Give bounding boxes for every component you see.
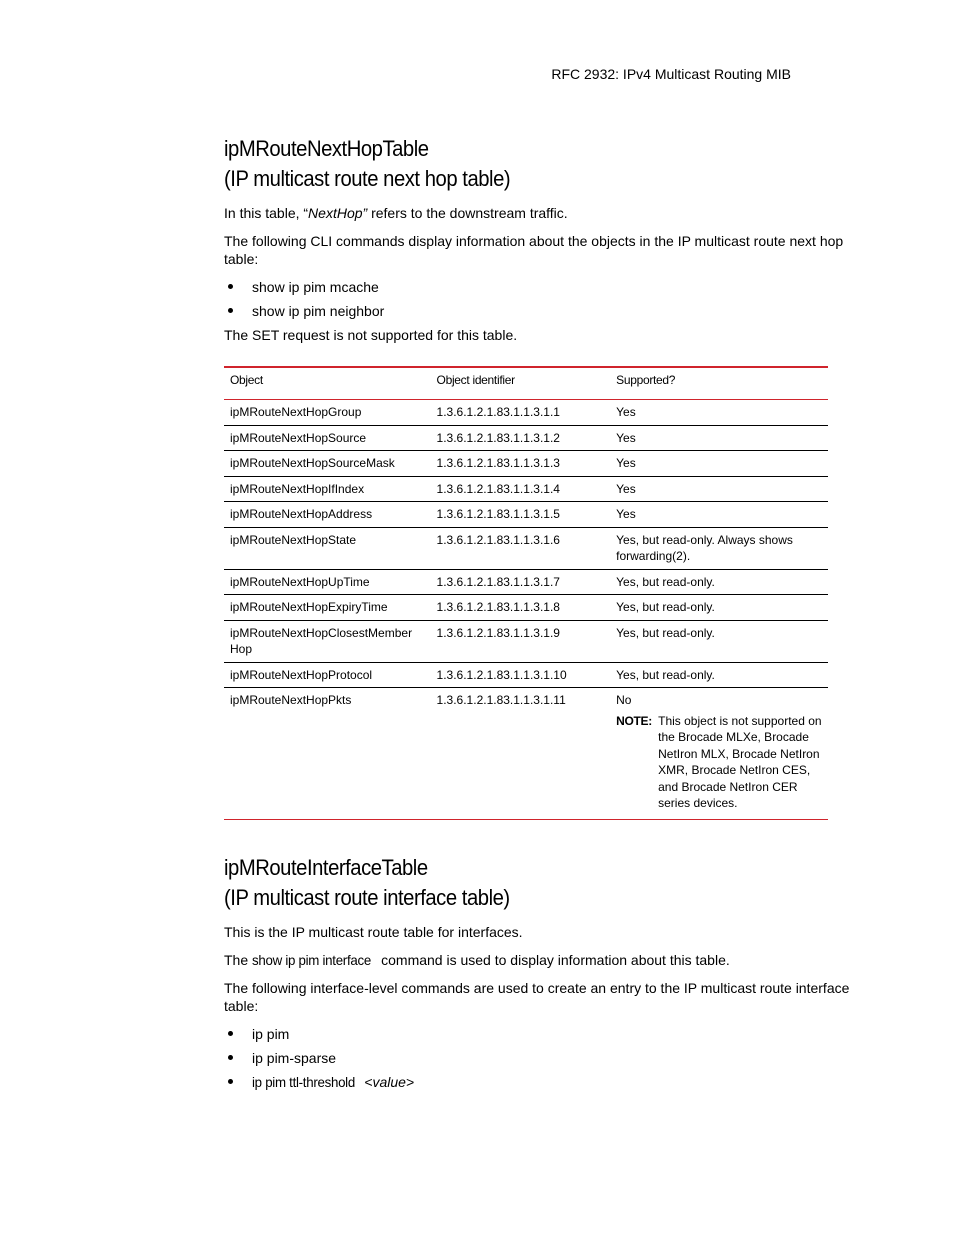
cell-object: ipMRouteNextHopAddress	[224, 502, 431, 528]
cell-oid: 1.3.6.1.2.1.83.1.1.3.1.9	[431, 620, 611, 662]
cell-object: ipMRouteNextHopUpTime	[224, 569, 431, 595]
intro-term: NextHop”	[308, 205, 368, 221]
note-label: NOTE:	[616, 713, 652, 728]
cell-oid: 1.3.6.1.2.1.83.1.1.3.1.3	[431, 451, 611, 477]
cell-supported: Yes	[610, 502, 828, 528]
table-row	[224, 476, 828, 502]
cell-supported	[610, 688, 828, 820]
cell-oid: 1.3.6.1.2.1.83.1.1.3.1.8	[431, 595, 611, 621]
table-row	[224, 425, 828, 451]
list-item: show ip pim neighbor	[224, 302, 854, 320]
cell-object: ipMRouteNextHopState	[224, 527, 431, 569]
title-line-2: (IP multicast route interface table)	[224, 885, 510, 910]
cell-supported: Yes, but read-only.	[610, 569, 828, 595]
command-argument: <value>	[360, 1074, 415, 1090]
cell-supported: Yes, but read-only.	[610, 620, 828, 662]
note-text: This object is not supported on the Brocade MLXe, Brocade NetIron MLX, Brocade NetIron XMR, Brocade NetIron CES, and Brocade NetIron CER series devices.	[658, 713, 822, 810]
note-block	[616, 713, 822, 812]
table-header-row	[224, 367, 828, 400]
cell-oid: 1.3.6.1.2.1.83.1.1.3.1.7	[431, 569, 611, 595]
cell-oid: 1.3.6.1.2.1.83.1.1.3.1.5	[431, 502, 611, 528]
para-prefix: The	[224, 952, 253, 968]
header-object: Object	[224, 367, 431, 400]
table-row	[224, 569, 828, 595]
interface-commands-paragraph: The following interface-level commands are used to create an entry to the IP multicast route interface table:	[224, 980, 850, 1014]
para-suffix: command is used to display information about this table.	[377, 952, 730, 968]
cell-object: ipMRouteNextHopProtocol	[224, 662, 431, 688]
list-item: ip pim-sparse	[224, 1049, 854, 1067]
title-line-1: ipMRouteInterfaceTable	[224, 855, 428, 880]
title-line-1: ipMRouteNextHopTable	[224, 136, 429, 161]
cell-object: ipMRouteNextHopIfIndex	[224, 476, 431, 502]
table-row	[224, 620, 828, 662]
set-note-paragraph: The SET request is not supported for this table.	[224, 327, 518, 343]
list-item	[224, 1073, 854, 1091]
cell-oid: 1.3.6.1.2.1.83.1.1.3.1.1	[431, 400, 611, 426]
table-row	[224, 595, 828, 621]
running-header: RFC 2932: IPv4 Multicast Routing MIB	[551, 66, 791, 82]
intro-prefix: In this table, “	[224, 205, 309, 221]
commands-paragraph: The following CLI commands display information about the objects in the IP multicast route next hop table:	[224, 233, 844, 267]
cell-object: ipMRouteNextHopGroup	[224, 400, 431, 426]
intro-paragraph	[224, 204, 854, 222]
section-title	[224, 134, 804, 194]
cell-oid: 1.3.6.1.2.1.83.1.1.3.1.6	[431, 527, 611, 569]
cell-object: ipMRouteNextHopSource	[224, 425, 431, 451]
section-title	[224, 853, 804, 913]
intro-paragraph: This is the IP multicast route table for interfaces.	[224, 924, 523, 940]
table-row	[224, 527, 828, 569]
cell-object: ipMRouteNextHopPkts	[224, 688, 431, 820]
intro-suffix: refers to the downstream traffic.	[367, 205, 568, 221]
cell-supported: Yes	[610, 476, 828, 502]
cell-object: ipMRouteNextHopExpiryTime	[224, 595, 431, 621]
command-list	[224, 278, 854, 320]
section-interface-table	[224, 853, 854, 1097]
table-row	[224, 662, 828, 688]
table-row	[224, 688, 828, 820]
cell-oid: 1.3.6.1.2.1.83.1.1.3.1.11	[431, 688, 611, 820]
cell-supported: Yes	[610, 425, 828, 451]
cell-object: ipMRouteNextHopClosestMember Hop	[224, 620, 431, 662]
cell-object: ipMRouteNextHopSourceMask	[224, 451, 431, 477]
cell-oid: 1.3.6.1.2.1.83.1.1.3.1.4	[431, 476, 611, 502]
supported-value: No	[616, 693, 632, 707]
cell-supported: Yes	[610, 451, 828, 477]
table-row	[224, 400, 828, 426]
interface-command-list	[224, 1025, 854, 1091]
table-row	[224, 502, 828, 528]
command-paragraph	[224, 951, 854, 969]
table-row	[224, 451, 828, 477]
header-oid: Object identifier	[431, 367, 611, 400]
cell-supported: Yes	[610, 400, 828, 426]
section-next-hop-table	[224, 134, 854, 344]
cell-supported: Yes, but read-only.	[610, 595, 828, 621]
cell-supported: Yes, but read-only. Always shows forwarding(2).	[610, 527, 828, 569]
title-line-2: (IP multicast route next hop table)	[224, 166, 511, 191]
command-name: ip pim ttl-threshold	[252, 1074, 355, 1090]
cell-oid: 1.3.6.1.2.1.83.1.1.3.1.2	[431, 425, 611, 451]
command-name: show ip pim interface	[252, 952, 371, 968]
cell-supported: Yes, but read-only.	[610, 662, 828, 688]
list-item: ip pim	[224, 1025, 854, 1043]
list-item: show ip pim mcache	[224, 278, 854, 296]
cell-oid: 1.3.6.1.2.1.83.1.1.3.1.10	[431, 662, 611, 688]
header-supported: Supported?	[610, 367, 828, 400]
next-hop-object-table	[224, 366, 828, 820]
